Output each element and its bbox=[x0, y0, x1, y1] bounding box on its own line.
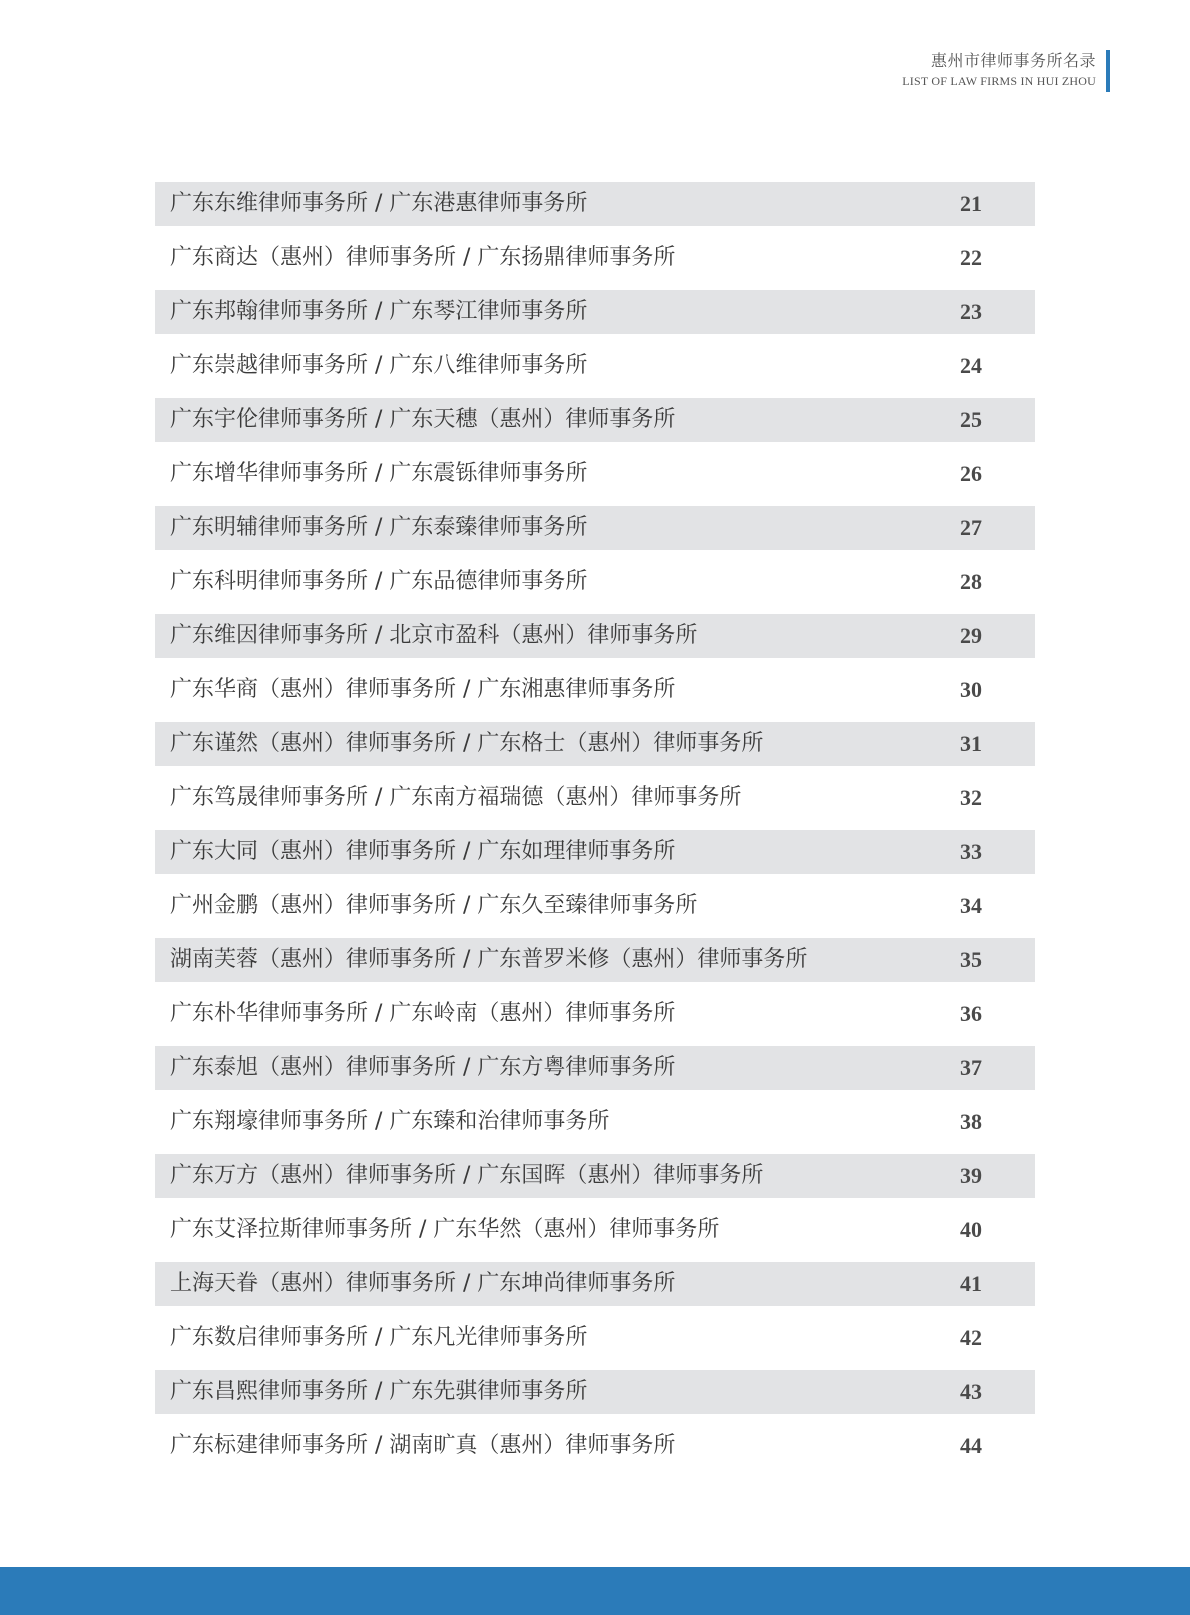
toc-page-number: 40 bbox=[960, 1217, 982, 1242]
toc-row[interactable] bbox=[155, 182, 1035, 226]
toc-entry-name: 广东东维律师事务所 / 广东港惠律师事务所 bbox=[170, 191, 588, 216]
toc-entry-name: 广东翔壕律师事务所 / 广东臻和治律师事务所 bbox=[170, 1109, 610, 1134]
toc-entry-name: 广东艾泽拉斯律师事务所 / 广东华然（惠州）律师事务所 bbox=[170, 1217, 720, 1242]
toc-page-number: 25 bbox=[960, 407, 982, 432]
toc-row[interactable] bbox=[155, 1424, 1035, 1468]
toc-entry-name: 广东宇伦律师事务所 / 广东天穗（惠州）律师事务所 bbox=[170, 407, 676, 432]
toc-row[interactable] bbox=[155, 1316, 1035, 1360]
toc-page-number: 26 bbox=[960, 461, 982, 486]
toc-entry-name: 广东笃晟律师事务所 / 广东南方福瑞德（惠州）律师事务所 bbox=[170, 785, 742, 810]
toc-entry-name: 广东崇越律师事务所 / 广东八维律师事务所 bbox=[170, 353, 588, 378]
toc-page-number: 42 bbox=[960, 1325, 982, 1350]
toc-entry-name: 广东商达（惠州）律师事务所 / 广东扬鼎律师事务所 bbox=[170, 245, 676, 270]
toc-page-number: 32 bbox=[960, 785, 982, 810]
page-header bbox=[902, 50, 1110, 92]
toc-page-number: 41 bbox=[960, 1271, 982, 1296]
toc-page-number: 29 bbox=[960, 623, 982, 648]
toc-row[interactable] bbox=[155, 938, 1035, 982]
toc-page-number: 43 bbox=[960, 1379, 982, 1404]
toc-entry-name: 广东泰旭（惠州）律师事务所 / 广东方粤律师事务所 bbox=[170, 1055, 676, 1080]
header-subtitle: LIST OF LAW FIRMS IN HUI ZHOU bbox=[902, 74, 1096, 88]
toc-entry-name: 广东朴华律师事务所 / 广东岭南（惠州）律师事务所 bbox=[170, 1001, 676, 1026]
toc-page-number: 24 bbox=[960, 353, 982, 378]
toc-row[interactable] bbox=[155, 1046, 1035, 1090]
toc-row[interactable] bbox=[155, 668, 1035, 712]
toc-row[interactable] bbox=[155, 1262, 1035, 1306]
toc-page-number: 35 bbox=[960, 947, 982, 972]
toc-page-number: 39 bbox=[960, 1163, 982, 1188]
toc-entry-name: 广东维因律师事务所 / 北京市盈科（惠州）律师事务所 bbox=[170, 623, 698, 648]
toc-page-number: 38 bbox=[960, 1109, 982, 1134]
footer-bar bbox=[0, 1567, 1190, 1615]
toc-row[interactable] bbox=[155, 506, 1035, 550]
toc-entry-name: 广东明辅律师事务所 / 广东泰臻律师事务所 bbox=[170, 515, 588, 540]
toc-row[interactable] bbox=[155, 1370, 1035, 1414]
toc-page-number: 23 bbox=[960, 299, 982, 324]
toc-entry-name: 广东标建律师事务所 / 湖南旷真（惠州）律师事务所 bbox=[170, 1433, 676, 1458]
toc-row[interactable] bbox=[155, 560, 1035, 604]
toc-page-number: 31 bbox=[960, 731, 982, 756]
toc-entry-name: 广东科明律师事务所 / 广东品德律师事务所 bbox=[170, 569, 588, 594]
toc-page-number: 33 bbox=[960, 839, 982, 864]
toc-entry-name: 广东谨然（惠州）律师事务所 / 广东格士（惠州）律师事务所 bbox=[170, 731, 764, 756]
toc-page-number: 44 bbox=[960, 1433, 982, 1458]
toc-entry-name: 广东昌熙律师事务所 / 广东先骐律师事务所 bbox=[170, 1379, 588, 1404]
toc-page-number: 36 bbox=[960, 1001, 982, 1026]
toc-entry-name: 广东邦翰律师事务所 / 广东琴江律师事务所 bbox=[170, 299, 588, 324]
toc-page-number: 28 bbox=[960, 569, 982, 594]
toc-row[interactable] bbox=[155, 452, 1035, 496]
toc-page-number: 30 bbox=[960, 677, 982, 702]
toc-row[interactable] bbox=[155, 290, 1035, 334]
toc-entry-name: 广东数启律师事务所 / 广东凡光律师事务所 bbox=[170, 1325, 588, 1350]
toc-entry-name: 广东大同（惠州）律师事务所 / 广东如理律师事务所 bbox=[170, 839, 676, 864]
toc-entry-name: 广东华商（惠州）律师事务所 / 广东湘惠律师事务所 bbox=[170, 677, 676, 702]
toc-row[interactable] bbox=[155, 614, 1035, 658]
header-title: 惠州市律师事务所名录 bbox=[930, 51, 1096, 70]
toc-row[interactable] bbox=[155, 830, 1035, 874]
toc-row[interactable] bbox=[155, 992, 1035, 1036]
toc-row[interactable] bbox=[155, 884, 1035, 928]
table-of-contents bbox=[155, 182, 1035, 1478]
toc-row[interactable] bbox=[155, 1100, 1035, 1144]
toc-entry-name: 湖南芙蓉（惠州）律师事务所 / 广东普罗米修（惠州）律师事务所 bbox=[170, 947, 808, 972]
toc-row[interactable] bbox=[155, 1154, 1035, 1198]
toc-page-number: 27 bbox=[960, 515, 982, 540]
toc-page-number: 34 bbox=[960, 893, 982, 918]
toc-row[interactable] bbox=[155, 722, 1035, 766]
toc-entry-name: 上海天眷（惠州）律师事务所 / 广东坤尚律师事务所 bbox=[170, 1271, 676, 1296]
toc-entry-name: 广东万方（惠州）律师事务所 / 广东国晖（惠州）律师事务所 bbox=[170, 1163, 764, 1188]
toc-row[interactable] bbox=[155, 344, 1035, 388]
toc-page-number: 21 bbox=[960, 191, 982, 216]
toc-row[interactable] bbox=[155, 398, 1035, 442]
toc-page-number: 37 bbox=[960, 1055, 982, 1080]
toc-entry-name: 广东增华律师事务所 / 广东震铄律师事务所 bbox=[170, 461, 588, 486]
toc-page-number: 22 bbox=[960, 245, 982, 270]
toc-row[interactable] bbox=[155, 1208, 1035, 1252]
toc-entry-name: 广州金鹏（惠州）律师事务所 / 广东久至臻律师事务所 bbox=[170, 893, 698, 918]
toc-row[interactable] bbox=[155, 236, 1035, 280]
toc-row[interactable] bbox=[155, 776, 1035, 820]
